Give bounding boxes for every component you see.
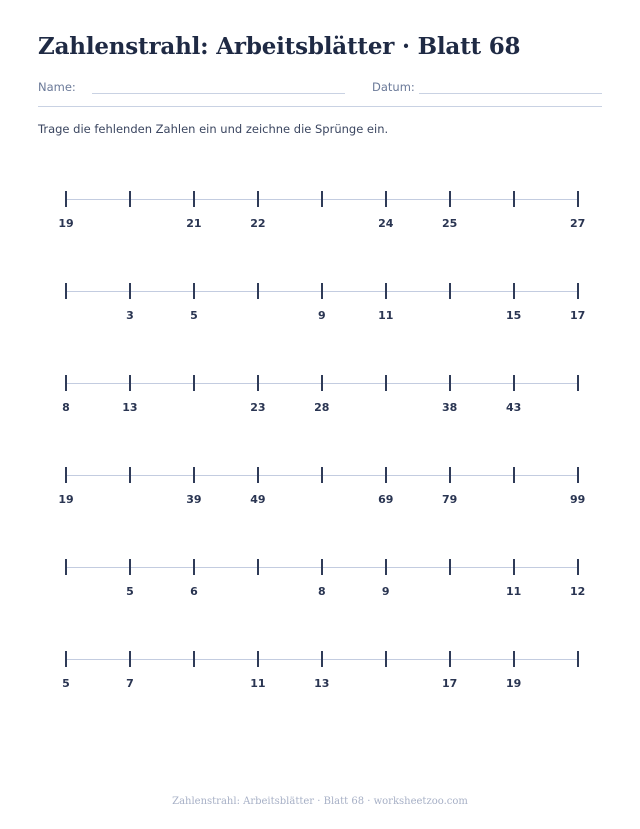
number-line-tick	[577, 191, 579, 207]
number-line-tick	[385, 467, 387, 483]
number-line-tick	[193, 559, 195, 575]
number-line-tick	[577, 559, 579, 575]
number-line-tick	[257, 191, 259, 207]
number-line-tick	[65, 283, 67, 299]
number-line-tick	[65, 191, 67, 207]
number-line-label: 49	[250, 493, 266, 506]
number-line-tick	[385, 375, 387, 391]
number-line-tick	[321, 467, 323, 483]
number-line-tick	[449, 191, 451, 207]
number-line-tick	[449, 283, 451, 299]
number-line-label: 24	[378, 217, 394, 230]
number-line-label: 5	[190, 309, 198, 322]
number-line-tick	[513, 467, 515, 483]
number-line-tick	[577, 651, 579, 667]
number-line-tick	[129, 559, 131, 575]
number-line-tick	[129, 375, 131, 391]
number-line-label: 23	[250, 401, 266, 414]
number-line-label: 12	[569, 585, 586, 598]
number-line	[0, 191, 640, 231]
number-line-label: 13	[314, 677, 330, 690]
number-line-label: 27	[569, 217, 586, 230]
number-line-label: 21	[186, 217, 202, 230]
number-line-label: 9	[381, 585, 390, 598]
number-line-label: 11	[378, 309, 394, 322]
number-line-label: 99	[569, 493, 586, 506]
number-line-tick	[513, 283, 515, 299]
number-line-tick	[257, 467, 259, 483]
number-line-label: 3	[126, 309, 134, 322]
number-line-label: 69	[378, 493, 394, 506]
number-line-tick	[385, 191, 387, 207]
number-line-tick	[193, 651, 195, 667]
number-line-label: 79	[442, 493, 458, 506]
number-line-label: 43	[505, 401, 522, 414]
number-line-tick	[193, 375, 195, 391]
number-line-tick	[577, 467, 579, 483]
number-line	[0, 467, 640, 507]
number-line-label: 19	[505, 677, 522, 690]
number-line-tick	[193, 191, 195, 207]
name-label: Name:	[38, 80, 76, 94]
number-line-label: 19	[58, 493, 74, 506]
footer-text: Zahlenstrahl: Arbeitsblätter · Blatt 68 · worksheetzoo.com	[172, 796, 468, 807]
number-line-tick	[65, 375, 67, 391]
number-line-tick	[577, 375, 579, 391]
number-line-tick	[321, 375, 323, 391]
number-line-tick	[513, 191, 515, 207]
number-line-tick	[385, 651, 387, 667]
number-line-tick	[193, 283, 195, 299]
number-line-label: 7	[126, 677, 134, 690]
number-line-label: 39	[186, 493, 202, 506]
number-line-label: 17	[442, 677, 458, 690]
date-line	[419, 93, 602, 94]
number-line-tick	[257, 375, 259, 391]
number-line-tick	[257, 651, 259, 667]
number-line-tick	[513, 651, 515, 667]
number-line-tick	[321, 559, 323, 575]
number-line-tick	[385, 283, 387, 299]
number-line-tick	[513, 375, 515, 391]
number-line-tick	[257, 283, 259, 299]
number-line-label: 13	[122, 401, 138, 414]
number-line-tick	[129, 283, 131, 299]
number-line-tick	[65, 559, 67, 575]
number-line-label: 28	[314, 401, 330, 414]
number-line	[0, 651, 640, 691]
number-line-label: 19	[58, 217, 74, 230]
number-line-tick	[65, 651, 67, 667]
number-line-label: 11	[505, 585, 522, 598]
number-line-tick	[385, 559, 387, 575]
number-line	[0, 375, 640, 415]
number-line-label: 8	[62, 401, 70, 414]
instructions-text: Trage die fehlenden Zahlen ein und zeichne die Sprünge ein.	[38, 122, 389, 136]
number-line-label: 22	[250, 217, 266, 230]
number-line-tick	[449, 467, 451, 483]
number-line-label: 25	[442, 217, 458, 230]
header-divider	[38, 106, 602, 107]
number-line-tick	[449, 651, 451, 667]
number-line-tick	[321, 283, 323, 299]
number-line-label: 5	[62, 677, 70, 690]
number-line-label: 5	[126, 585, 134, 598]
number-line-label: 11	[250, 677, 266, 690]
number-line-tick	[257, 559, 259, 575]
number-line-label: 38	[442, 401, 458, 414]
number-line-label: 17	[569, 309, 586, 322]
number-line-label: 15	[505, 309, 522, 322]
number-line-tick	[321, 651, 323, 667]
number-line-tick	[577, 283, 579, 299]
number-line-tick	[65, 467, 67, 483]
number-line-tick	[129, 191, 131, 207]
name-line	[92, 93, 345, 94]
number-line	[0, 559, 640, 599]
number-line-tick	[129, 467, 131, 483]
number-line-label: 8	[317, 585, 326, 598]
date-label: Datum:	[372, 80, 415, 94]
page-title: Zahlenstrahl: Arbeitsblätter · Blatt 68	[38, 33, 521, 60]
number-line-tick	[449, 375, 451, 391]
number-line-label: 6	[190, 585, 198, 598]
number-line-tick	[513, 559, 515, 575]
number-line-tick	[449, 559, 451, 575]
number-line	[0, 283, 640, 323]
number-line-label: 9	[317, 309, 326, 322]
number-line-tick	[321, 191, 323, 207]
number-line-tick	[193, 467, 195, 483]
number-line-tick	[129, 651, 131, 667]
